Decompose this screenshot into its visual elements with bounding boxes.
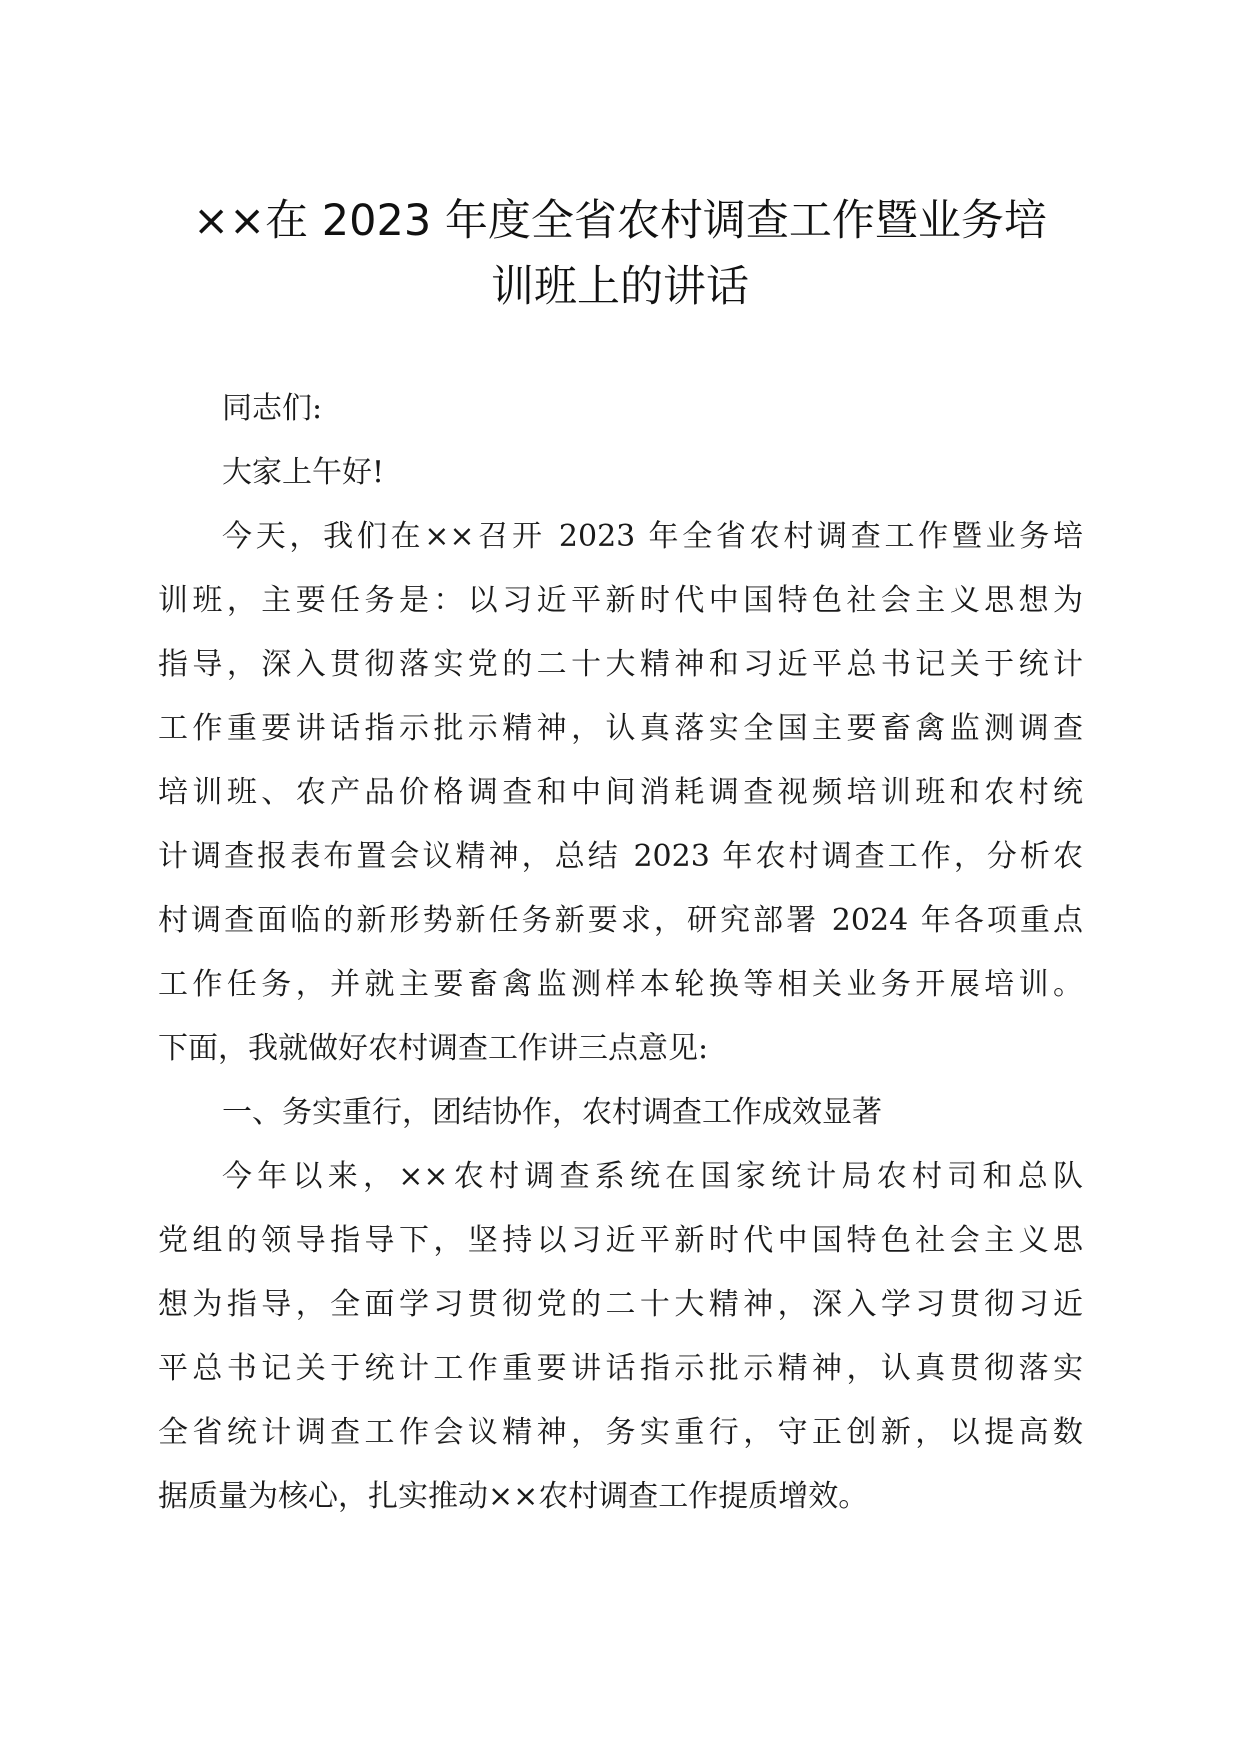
section-heading-1 bbox=[158, 1081, 1083, 1145]
paragraph-line: 今年以来，××农村调查系统在国家统计局农村司和总队 bbox=[222, 1159, 1083, 1194]
document-body bbox=[158, 377, 1083, 1529]
paragraph-line: 计调查报表布置会议精神，总结 2023 年农村调查工作，分析农 bbox=[158, 839, 1083, 874]
paragraph-line: 据质量为核心，扎实推动××农村调查工作提质增效。 bbox=[158, 1479, 869, 1514]
title-line-2: 训班上的讲话 bbox=[491, 262, 749, 312]
paragraph-line: 下面，我就做好农村调查工作讲三点意见: bbox=[158, 1031, 709, 1066]
paragraph-line: 工作重要讲话指示批示精神，认真落实全国主要畜禽监测调查 bbox=[158, 711, 1083, 746]
paragraph-section-1 bbox=[158, 1145, 1083, 1529]
salutation-text: 同志们: bbox=[222, 391, 323, 426]
paragraph-line: 培训班、农产品价格调查和中间消耗调查视频培训班和农村统 bbox=[158, 775, 1083, 810]
paragraph-line: 今天，我们在××召开 2023 年全省农村调查工作暨业务培 bbox=[222, 519, 1083, 554]
paragraph-line: 全省统计调查工作会议精神，务实重行，守正创新，以提高数 bbox=[158, 1415, 1083, 1450]
paragraph-line: 工作任务，并就主要畜禽监测样本轮换等相关业务开展培训。 bbox=[158, 967, 1083, 1002]
title-line-1: ××在 2023 年度全省农村调查工作暨业务培 bbox=[193, 196, 1047, 246]
paragraph-line: 平总书记关于统计工作重要讲话指示批示精神，认真贯彻落实 bbox=[158, 1351, 1083, 1386]
paragraph-line: 指导，深入贯彻落实党的二十大精神和习近平总书记关于统计 bbox=[158, 647, 1083, 682]
paragraph-line: 村调查面临的新形势新任务新要求，研究部署 2024 年各项重点 bbox=[158, 903, 1083, 938]
greeting bbox=[158, 441, 1083, 505]
greeting-text: 大家上午好! bbox=[222, 455, 385, 490]
paragraph-line: 训班，主要任务是：以习近平新时代中国特色社会主义思想为 bbox=[158, 583, 1083, 618]
paragraph-line: 党组的领导指导下，坚持以习近平新时代中国特色社会主义思 bbox=[158, 1223, 1083, 1258]
paragraph-line: 想为指导，全面学习贯彻党的二十大精神，深入学习贯彻习近 bbox=[158, 1287, 1083, 1322]
section-heading-text: 一、务实重行，团结协作，农村调查工作成效显著 bbox=[222, 1095, 882, 1130]
salutation bbox=[158, 377, 1083, 441]
document-title bbox=[140, 188, 1100, 320]
paragraph-intro bbox=[158, 505, 1083, 1081]
